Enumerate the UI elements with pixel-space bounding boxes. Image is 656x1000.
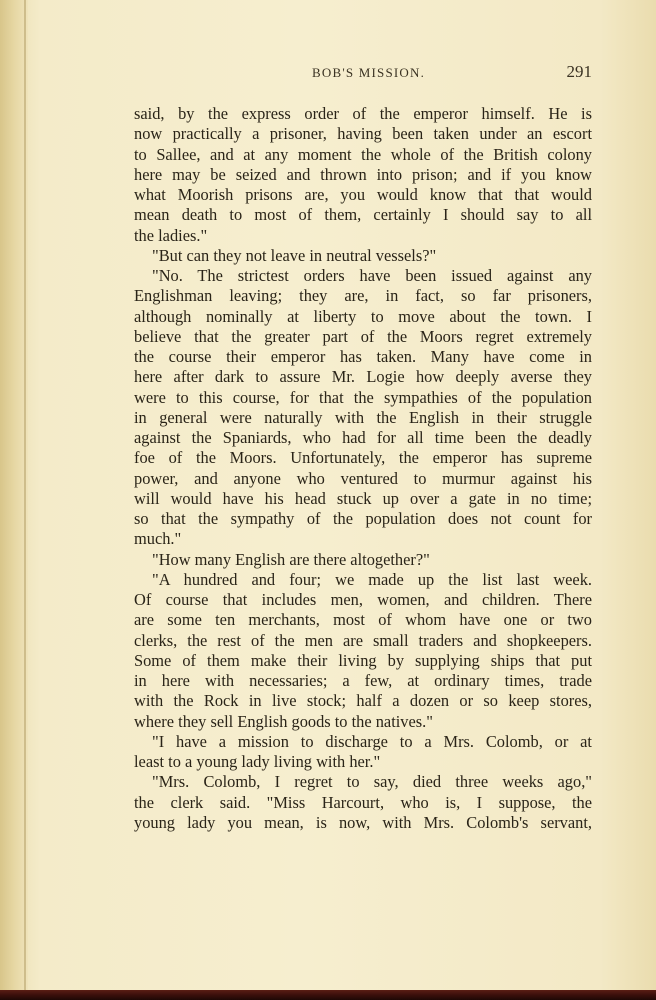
gutter-shadow-line	[24, 0, 26, 990]
text-line: here may be seized and thrown into prison; and if you know	[134, 164, 592, 184]
text-line: were to this course, for that the sympathies of the population	[134, 387, 592, 407]
running-head: BOB'S MISSION.	[312, 65, 426, 80]
text-line: although nominally at liberty to move about the town. I	[134, 306, 592, 326]
text-line: to Sallee, and at any moment the whole of the British colony	[134, 144, 592, 164]
text-line: Englishman leaving; they are, in fact, so far prisoners,	[134, 286, 592, 306]
text-line: "Mrs. Colomb, I regret to say, died three weeks ago,"	[152, 772, 592, 792]
text-line: what Moorish prisons are, you would know that that would	[134, 185, 592, 204]
text-line: where they sell English goods to the natives."	[134, 711, 433, 731]
page-bottom-edge	[0, 990, 656, 1000]
text-line: "A hundred and four; we made up the list last week.	[152, 569, 592, 589]
text-line: so that the sympathy of the population does not count for	[134, 509, 592, 528]
text-line: with the Rock in live stock; half a dozen or so keep stores,	[134, 691, 592, 711]
page-number: 291	[566, 62, 592, 81]
text-line: Some of them make their living by supplying ships that put	[134, 650, 592, 670]
text-line: young lady you mean, is now, with Mrs. Colomb's servant,	[134, 812, 592, 832]
text-line: mean death to most of them, certainly I should say to all	[134, 205, 592, 225]
text-line: power, and anyone who ventured to murmur against his	[134, 468, 592, 488]
text-line: least to a young lady living with her."	[134, 752, 381, 771]
text-line: much."	[134, 529, 182, 549]
text-line: foe of the Moors. Unfortunately, the emperor has supreme	[134, 448, 592, 468]
text-line: Of course that includes men, women, and children. There	[134, 590, 592, 609]
text-line: "No. The strictest orders have been issued against any	[152, 266, 592, 285]
text-line: are some ten merchants, most of whom have one or two	[134, 610, 592, 630]
text-line: said, by the express order of the emperor himself. He is	[134, 104, 592, 123]
text-line: here after dark to assure Mr. Logie how deeply averse they	[134, 367, 592, 387]
page-header	[134, 62, 592, 86]
text-line: the course their emperor has taken. Many have come in	[134, 347, 592, 366]
text-line: "How many English are there altogether?"	[152, 549, 430, 569]
text-line: clerks, the rest of the men are small traders and shopkeepers.	[134, 630, 592, 650]
text-line: the clerk said. "Miss Harcourt, who is, I suppose, the	[134, 792, 592, 812]
text-line: will would have his head stuck up over a gate in no time;	[134, 488, 592, 508]
text-line: in general were naturally with the English in their struggle	[134, 407, 592, 427]
text-line: now practically a prisoner, having been taken under an escort	[134, 124, 592, 144]
text-line: "But can they not leave in neutral vessels?"	[152, 245, 437, 265]
text-line: in here with necessaries; a few, at ordinary times, trade	[134, 671, 592, 690]
body-text	[134, 104, 592, 833]
text-line: against the Spaniards, who had for all time been the deadly	[134, 428, 592, 447]
text-line: "I have a mission to discharge to a Mrs. Colomb, or at	[152, 731, 592, 751]
text-line: believe that the greater part of the Moors regret extremely	[134, 326, 592, 346]
text-line: the ladies."	[134, 225, 208, 245]
